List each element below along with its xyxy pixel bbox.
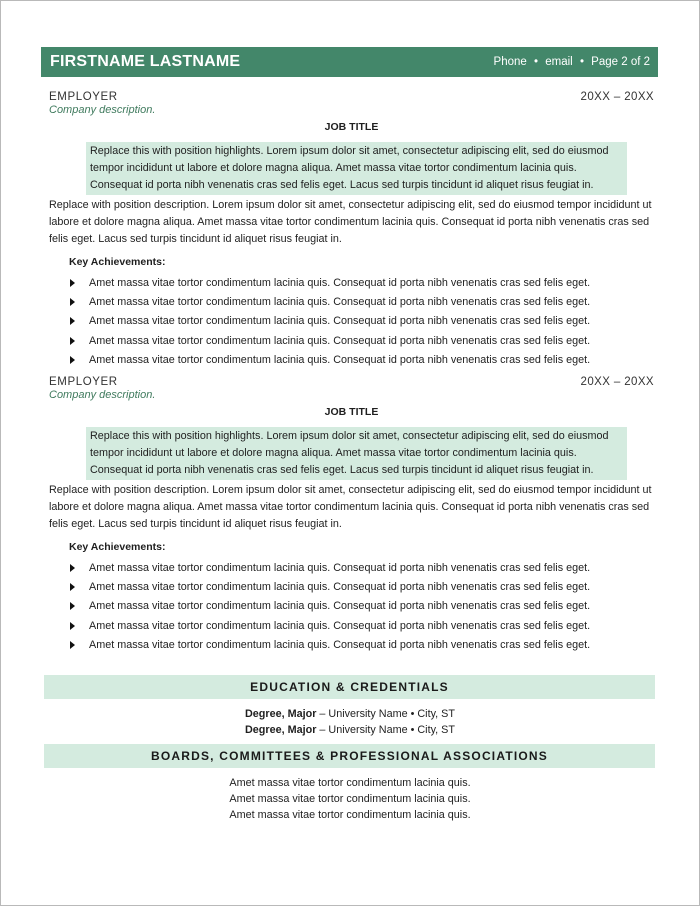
candidate-name: FIRSTNAME LASTNAME bbox=[50, 53, 241, 70]
bullet-arrow-icon bbox=[70, 622, 75, 630]
degree-name: Degree, Major bbox=[245, 708, 317, 720]
employer-name: EMPLOYER bbox=[49, 91, 118, 103]
bullet-arrow-icon bbox=[70, 583, 75, 591]
education-heading: EDUCATION & CREDENTIALS bbox=[44, 675, 655, 699]
achievements-label: Key Achievements: bbox=[69, 541, 166, 553]
job-entry bbox=[49, 376, 654, 655]
board-item: Amet massa vitae tortor condimentum lacinia quis. bbox=[229, 809, 471, 821]
page-number: Page 2 of 2 bbox=[591, 56, 650, 68]
list-item bbox=[49, 312, 654, 331]
achievements-label: Key Achievements: bbox=[69, 256, 166, 268]
contact-email: email bbox=[545, 56, 573, 68]
university-location: – University Name • City, ST bbox=[316, 708, 455, 720]
bullet-arrow-icon bbox=[70, 298, 75, 306]
employment-dates: 20XX – 20XX bbox=[580, 91, 654, 103]
list-item bbox=[49, 577, 654, 596]
contact-separator: • bbox=[579, 56, 584, 68]
position-description: Replace with position description. Lorem ipsum dolor sit amet, consectetur adipiscing elit, sed do eiusmod tempor incididunt ut labore et dolore magna aliqua. Amet massa vitae tortor condimentum lacinia quis. Consequat id porta nibh venenatis cras sed felis eget. Lacus sed turpis tincidunt id aliquet risus feugiat in. bbox=[49, 199, 652, 245]
list-item bbox=[49, 351, 654, 370]
bullet-arrow-icon bbox=[70, 317, 75, 325]
achievement-text: Amet massa vitae tortor condimentum lacinia quis. Consequat id porta nibh venenatis cras sed felis eget. bbox=[89, 296, 591, 309]
company-description: Company description. bbox=[49, 104, 156, 116]
contact-phone: Phone bbox=[493, 56, 527, 68]
list-item bbox=[49, 636, 654, 655]
list-item bbox=[49, 616, 654, 635]
contact-separator: • bbox=[534, 56, 539, 68]
bullet-arrow-icon bbox=[70, 356, 75, 364]
job-title: JOB TITLE bbox=[324, 406, 379, 418]
boards-heading: BOARDS, COMMITTEES & PROFESSIONAL ASSOCIATIONS bbox=[44, 744, 655, 768]
achievement-text: Amet massa vitae tortor condimentum lacinia quis. Consequat id porta nibh venenatis cras sed felis eget. bbox=[89, 315, 591, 328]
company-description: Company description. bbox=[49, 389, 156, 401]
achievement-text: Amet massa vitae tortor condimentum lacinia quis. Consequat id porta nibh venenatis cras sed felis eget. bbox=[89, 581, 591, 594]
education-entry bbox=[0, 708, 700, 720]
employer-name: EMPLOYER bbox=[49, 376, 118, 388]
achievement-text: Amet massa vitae tortor condimentum lacinia quis. Consequat id porta nibh venenatis cras sed felis eget. bbox=[89, 354, 591, 367]
list-item bbox=[49, 292, 654, 311]
list-item bbox=[49, 558, 654, 577]
list-item bbox=[49, 597, 654, 616]
position-highlights: Replace this with position highlights. Lorem ipsum dolor sit amet, consectetur adipiscing elit, sed do eiusmod tempor incididunt ut labore et dolore magna aliqua. Amet massa vitae tortor condimentum lacinia quis. Consequat id porta nibh venenatis cras sed felis eget. Lacus sed turpis tincidunt id aliquet risus feugiat in. bbox=[86, 142, 627, 195]
achievement-text: Amet massa vitae tortor condimentum lacinia quis. Consequat id porta nibh venenatis cras sed felis eget. bbox=[89, 639, 591, 652]
achievements-list bbox=[49, 558, 654, 655]
bullet-arrow-icon bbox=[70, 641, 75, 649]
contact-info bbox=[494, 56, 650, 68]
board-item: Amet massa vitae tortor condimentum lacinia quis. bbox=[229, 777, 471, 789]
job-entry bbox=[49, 91, 654, 370]
resume-header bbox=[41, 47, 658, 77]
bullet-arrow-icon bbox=[70, 279, 75, 287]
position-highlights: Replace this with position highlights. Lorem ipsum dolor sit amet, consectetur adipiscing elit, sed do eiusmod tempor incididunt ut labore et dolore magna aliqua. Amet massa vitae tortor condimentum lacinia quis. Consequat id porta nibh venenatis cras sed felis eget. Lacus sed turpis tincidunt id aliquet risus feugiat in. bbox=[86, 427, 627, 480]
job-title: JOB TITLE bbox=[324, 121, 379, 133]
education-entry bbox=[0, 724, 700, 736]
employment-dates: 20XX – 20XX bbox=[580, 376, 654, 388]
board-item: Amet massa vitae tortor condimentum lacinia quis. bbox=[229, 793, 471, 805]
achievement-text: Amet massa vitae tortor condimentum lacinia quis. Consequat id porta nibh venenatis cras sed felis eget. bbox=[89, 619, 591, 632]
bullet-arrow-icon bbox=[70, 564, 75, 572]
achievement-text: Amet massa vitae tortor condimentum lacinia quis. Consequat id porta nibh venenatis cras sed felis eget. bbox=[89, 334, 591, 347]
achievement-text: Amet massa vitae tortor condimentum lacinia quis. Consequat id porta nibh venenatis cras sed felis eget. bbox=[89, 600, 591, 613]
achievements-list bbox=[49, 273, 654, 370]
list-item bbox=[49, 273, 654, 292]
list-item bbox=[49, 331, 654, 350]
university-location: – University Name • City, ST bbox=[316, 724, 455, 736]
achievement-text: Amet massa vitae tortor condimentum lacinia quis. Consequat id porta nibh venenatis cras sed felis eget. bbox=[89, 276, 591, 289]
degree-name: Degree, Major bbox=[245, 724, 317, 736]
position-description: Replace with position description. Lorem ipsum dolor sit amet, consectetur adipiscing elit, sed do eiusmod tempor incididunt ut labore et dolore magna aliqua. Amet massa vitae tortor condimentum lacinia quis. Consequat id porta nibh venenatis cras sed felis eget. Lacus sed turpis tincidunt id aliquet risus feugiat in. bbox=[49, 484, 652, 530]
bullet-arrow-icon bbox=[70, 337, 75, 345]
achievement-text: Amet massa vitae tortor condimentum lacinia quis. Consequat id porta nibh venenatis cras sed felis eget. bbox=[89, 561, 591, 574]
bullet-arrow-icon bbox=[70, 602, 75, 610]
